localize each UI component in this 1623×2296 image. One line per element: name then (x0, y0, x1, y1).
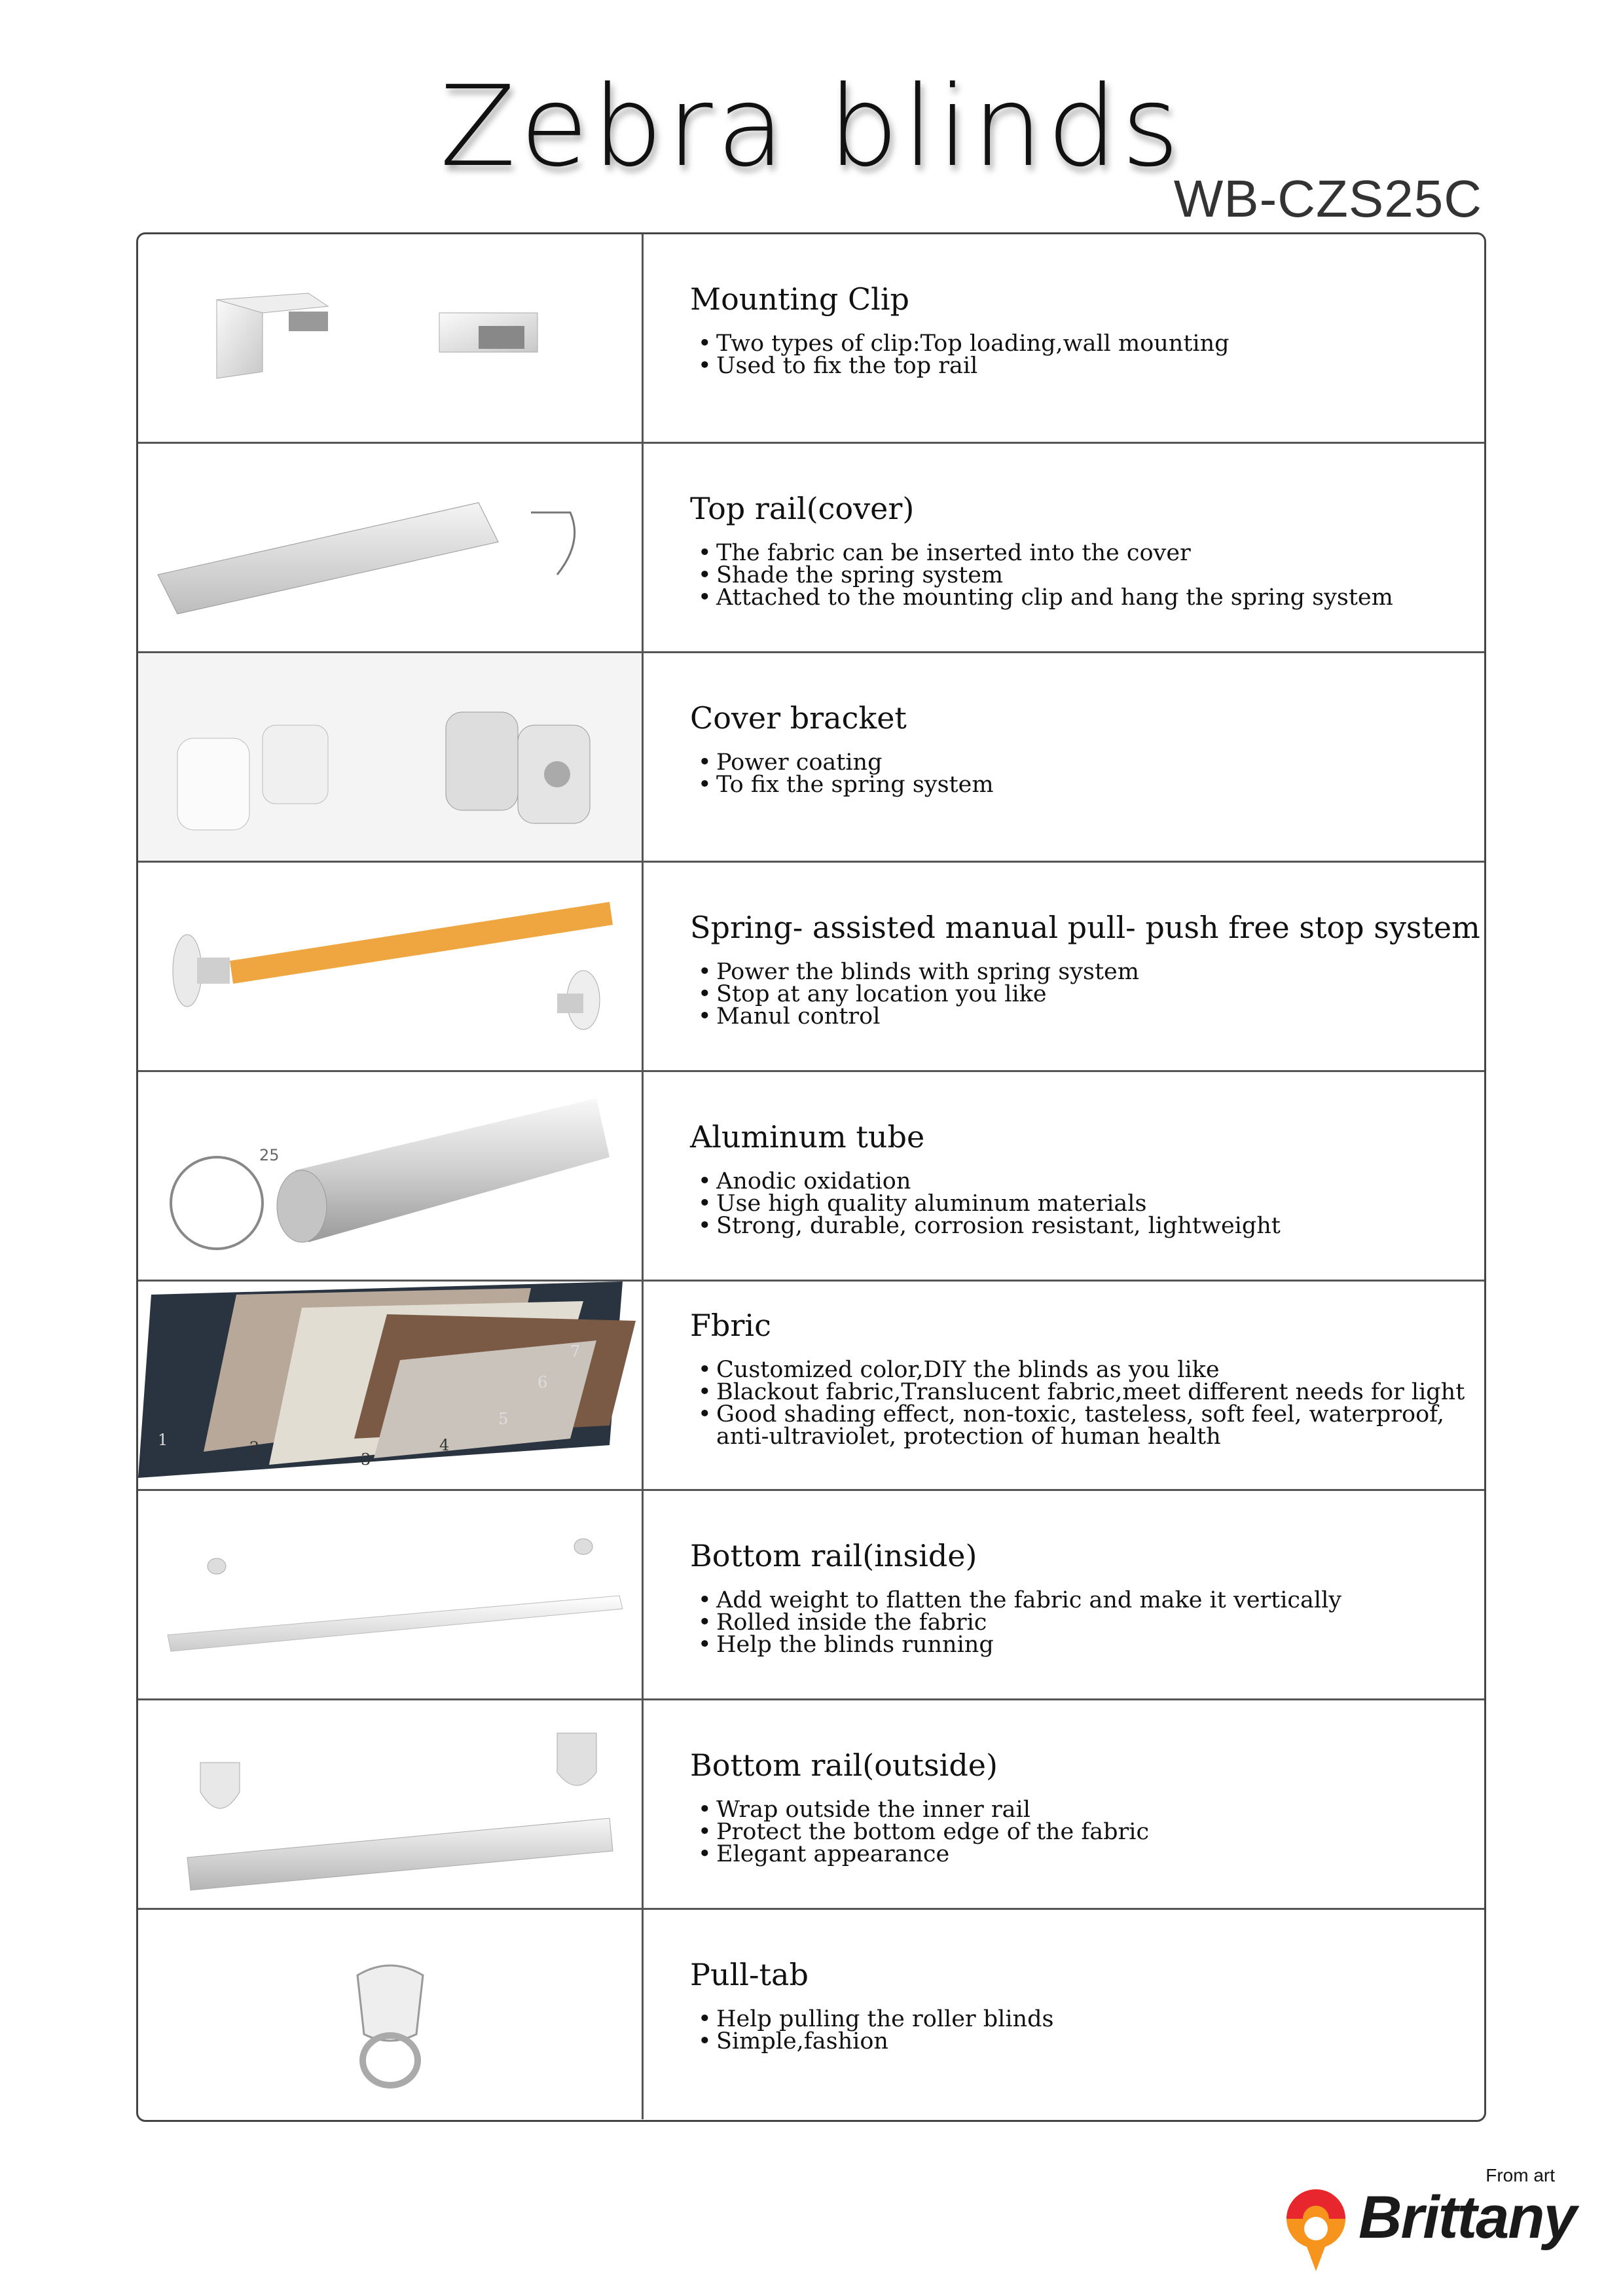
row-heading: Bottom rail(outside) (690, 1748, 998, 1783)
table-row (138, 653, 1484, 863)
list-item: • To fix the spring system (698, 772, 994, 798)
svg-text:25: 25 (259, 1146, 280, 1164)
model-number: WB-CZS25C (1173, 170, 1482, 228)
row-heading: Spring- assisted manual pull- push free stop system (690, 910, 1480, 945)
list-item: • Blackout fabric,Translucent fabric,meet different needs for light (698, 1379, 1465, 1405)
list-item: • The fabric can be inserted into the cover (698, 540, 1191, 566)
table-row (138, 444, 1484, 653)
row-heading: Bottom rail(inside) (690, 1538, 977, 1573)
table-row (138, 1282, 1484, 1491)
table-row (138, 1491, 1484, 1700)
list-item: • Help pulling the roller blinds (698, 2006, 1054, 2032)
bullet-list (698, 1170, 1281, 1237)
page-title: Zebra blinds (439, 62, 1184, 192)
bullet-list (698, 1359, 1465, 1448)
brand-name: Brittany (1359, 2184, 1576, 2251)
bottom-rail-inside-image (138, 1491, 644, 1698)
table-row (138, 1700, 1484, 1910)
list-item: • Elegant appearance (698, 1841, 950, 1867)
list-item: • Power the blinds with spring system (698, 959, 1139, 985)
brand-tagline: From art (1486, 2165, 1555, 2185)
list-item: • Used to fix the top rail (698, 353, 978, 379)
list-item: • Use high quality aluminum materials (698, 1191, 1147, 1217)
bullet-list (698, 542, 1393, 609)
row-heading: Fbric (690, 1308, 771, 1343)
bullet-list (698, 961, 1139, 1028)
bullet-list (698, 751, 994, 796)
row-heading: Top rail(cover) (690, 491, 915, 526)
svg-text:2: 2 (249, 1439, 260, 1457)
cover-bracket-image (138, 653, 644, 861)
top-rail-image (138, 444, 644, 651)
list-item: • Stop at any location you like (698, 981, 1047, 1007)
bullet-list (698, 332, 1230, 377)
list-item: • Manul control (698, 1003, 881, 1030)
bottom-rail-outside-image (138, 1700, 644, 1908)
svg-text:6: 6 (538, 1373, 548, 1391)
component-table (136, 232, 1486, 2122)
brand-logo (1280, 2160, 1594, 2284)
table-row (138, 1910, 1484, 2119)
list-item: • Strong, durable, corrosion resistant, lightweight (698, 1213, 1281, 1239)
table-row (138, 234, 1484, 444)
aluminum-tube-image (138, 1072, 644, 1280)
list-item: • Two types of clip:Top loading,wall mounting (698, 331, 1230, 357)
row-heading: Mounting Clip (690, 281, 910, 317)
list-item: • Customized color,DIY the blinds as you like (698, 1357, 1220, 1383)
brand-mark-icon (1280, 2179, 1359, 2278)
row-heading: Cover bracket (690, 700, 907, 736)
list-item: • Shade the spring system (698, 562, 1004, 588)
list-item: • Rolled inside the fabric (698, 1609, 987, 1636)
table-row (138, 863, 1484, 1072)
list-item: • Help the blinds running (698, 1632, 994, 1658)
list-item: anti-ultraviolet, protection of human health (716, 1424, 1221, 1450)
spring-system-image (138, 863, 644, 1070)
row-heading: Pull-tab (690, 1957, 809, 1992)
row-heading: Aluminum tube (690, 1119, 925, 1155)
list-item: • Wrap outside the inner rail (698, 1797, 1030, 1823)
bullet-list (698, 1589, 1341, 1656)
list-item: • Attached to the mounting clip and hang the spring system (698, 584, 1393, 611)
pull-tab-image (138, 1910, 644, 2119)
list-item: • Protect the bottom edge of the fabric (698, 1819, 1150, 1845)
bullet-list (698, 2008, 1053, 2053)
svg-text:5: 5 (498, 1410, 509, 1428)
fabric-swatches-image (138, 1282, 644, 1489)
svg-text:3: 3 (361, 1450, 371, 1469)
list-item: • Power coating (698, 749, 883, 776)
bullet-list (698, 1799, 1149, 1865)
mounting-clip-image (138, 234, 644, 442)
table-row (138, 1072, 1484, 1282)
list-item: • Good shading effect, non-toxic, tasteless, soft feel, waterproof, (698, 1401, 1444, 1427)
svg-text:1: 1 (158, 1431, 168, 1449)
svg-text:4: 4 (439, 1436, 450, 1454)
list-item: • Simple,fashion (698, 2028, 888, 2054)
list-item: • Anodic oxidation (698, 1168, 911, 1194)
list-item: • Add weight to flatten the fabric and make it vertically (698, 1587, 1342, 1613)
svg-text:7: 7 (570, 1342, 581, 1361)
